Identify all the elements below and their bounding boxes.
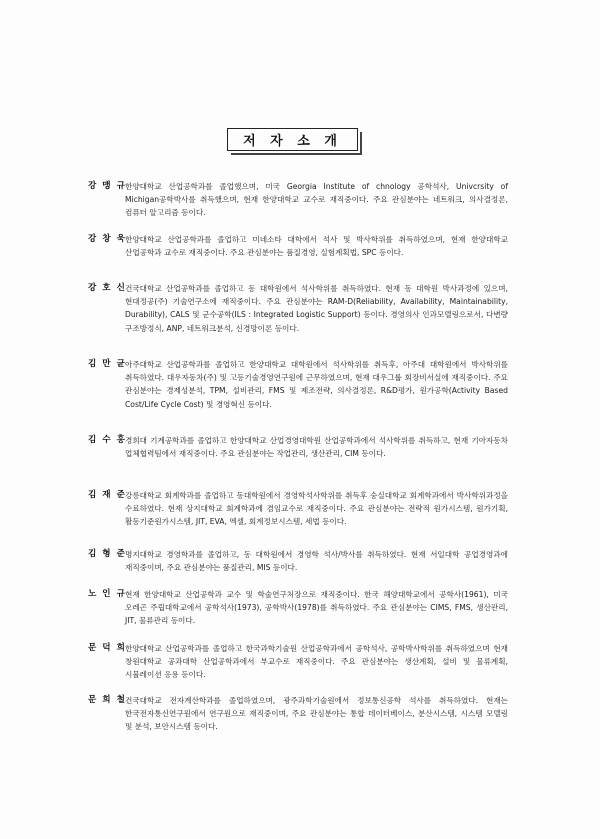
- author-bio: 건국대학교 산업공학과를 졸업하고 동 대학원에서 석사학위를 취득하였다. 현재 동 대학원 박사과정에 있으며, 현대정공(주) 기술연구소에 재직중이다. 주요 관심분야는 RAM-D(Reliability, Availability, Maintainability, Durability), CALS 및 군수공학(ILS : Integrated Logistic Support) 등이다. 경영의사 인과모델링으로서, 다변량 구조방정식, ANP, 네트워크분석, 신경망이론 등이다.: [125, 284, 508, 333]
- author-entry: [88, 282, 508, 335]
- author-name: 문 희 철: [88, 695, 127, 705]
- author-bio: 명지대학교 경영학과를 졸업하고, 동 대학원에서 경영학 석사/박사를 취득하였다. 현재 서일대학 공업경영과에 재직중이며, 주요 관심분야는 품질관리, MIS 등이다.: [125, 550, 508, 573]
- author-entry: [88, 548, 508, 574]
- author-bio: 한양대학교 산업공학과를 졸업하고 미네소타 대학에서 석사 및 박사학위를 취득하였으며, 현재 한양대학교 산업공학과 교수로 재직중이다. 주요 관심분야는 품질경영, 실험계획법, SPC 등이다.: [125, 235, 508, 258]
- author-entry: [88, 588, 508, 628]
- author-name: 김 재 준: [88, 490, 127, 500]
- author-bio: 건국대학교 전자계산학과를 졸업하였으며, 광주과학기술원에서 정보통신공학 석사를 취득하였다. 현재는 한국전자통신연구원에서 연구원으로 재직중이며, 주요 관심분야는 통합 데이터베이스, 분산시스템, 시스템 모델링 및 분석, 보안시스템 등이다.: [125, 696, 508, 732]
- author-name: 김 수 홍: [88, 435, 127, 445]
- author-entry: [88, 694, 508, 734]
- author-entry: [88, 358, 508, 411]
- page-title-box: [227, 128, 358, 151]
- author-bio: 강릉대학교 회계학과를 졸업하고 동대학원에서 경영학석사학위를 취득후 숭실대학교 회계학과에서 박사학위과정을 수료하였다. 현재 상지대학교 회계학과에 겸임교수로 재직중이다. 주요 관심분야는 전략적 원가시스템, 원가기획, 활동기준원가시스템, JIT, EVA, 엑셀, 회계정보시스템, 세법 등이다.: [125, 491, 508, 527]
- author-bio: 한양대학교 산업공학과를 졸업하고 한국과학기술원 산업공학과에서 공학석사, 공학박사학위를 취득하였으며 현재 창원대학교 공과대학 산업공학과에서 부교수로 재직중이다. 주요 관심분야는 생산계획, 설비 및 물류계획, 시뮬레이션 응용 등이다.: [125, 644, 508, 680]
- author-name: 문 덕 희: [88, 643, 127, 653]
- author-bio: 경희대 기계공학과를 졸업하고 한양대학교 산업경영대학원 산업공학과에서 석사학위를 취득하고, 현재 기아자동차 업체협력팀에서 재직중이다. 주요 관심분야는 작업관리, 생산관리, CIM 등이다.: [125, 436, 508, 459]
- page-title: 저 자 소 개: [243, 134, 342, 149]
- author-entry: [88, 642, 508, 682]
- author-name: 노 인 규: [88, 589, 127, 599]
- author-entry: [88, 489, 508, 529]
- author-bio: 현재 한양대학교 산업공학과 교수 및 학술연구처장으로 재직중이다. 한국 해양대학교에서 공학사(1961), 미국 오레곤 주립대학교에서 공학석사(1973), 공학박사(1978)를 취득하였다. 주요 관심분야는 CIMS, FMS, 생산관리, JIT, 물류관리 등이다.: [125, 590, 508, 626]
- author-name: 강 호 신: [88, 283, 127, 293]
- author-entry: [88, 434, 508, 460]
- author-name: 김 형 준: [88, 549, 127, 559]
- author-name: 강 창 욱: [88, 234, 127, 244]
- author-bio: 아주대학교 산업공학과를 졸업하고 한양대학교 대학원에서 석사학위를 취득후, 아주대 대학원에서 박사학위를 취득하였다. 대우자동차(주) 및 고등기술경영연구원에 근무하였으며, 현재 대우그룹 회장비서실에 재직중이다. 주요 관심분야는 경제성분석, TPM, 설비관리, FMS 및 제조전략, 의사결정론, R&D평가, 원가공학(Activity Based Cost/Life Cycle Cost) 및 경영혁신 등이다.: [125, 360, 508, 409]
- author-name: 강 맹 규: [88, 181, 127, 191]
- author-name: 김 만 균: [88, 359, 127, 369]
- author-entry: [88, 233, 508, 259]
- author-entry: [88, 180, 508, 220]
- author-bio: 한양대학교 산업공학과를 졸업했으며, 미국 Georgia Institute of chnology 공학석사, Univcrsity of Michigan공학박사를 취득했으며, 현재 한양대학교 교수로 재직중이다. 주요 관심분야는 네트워크, 의사결정론, 컴퓨터 알고리즘 등이다.: [125, 182, 508, 218]
